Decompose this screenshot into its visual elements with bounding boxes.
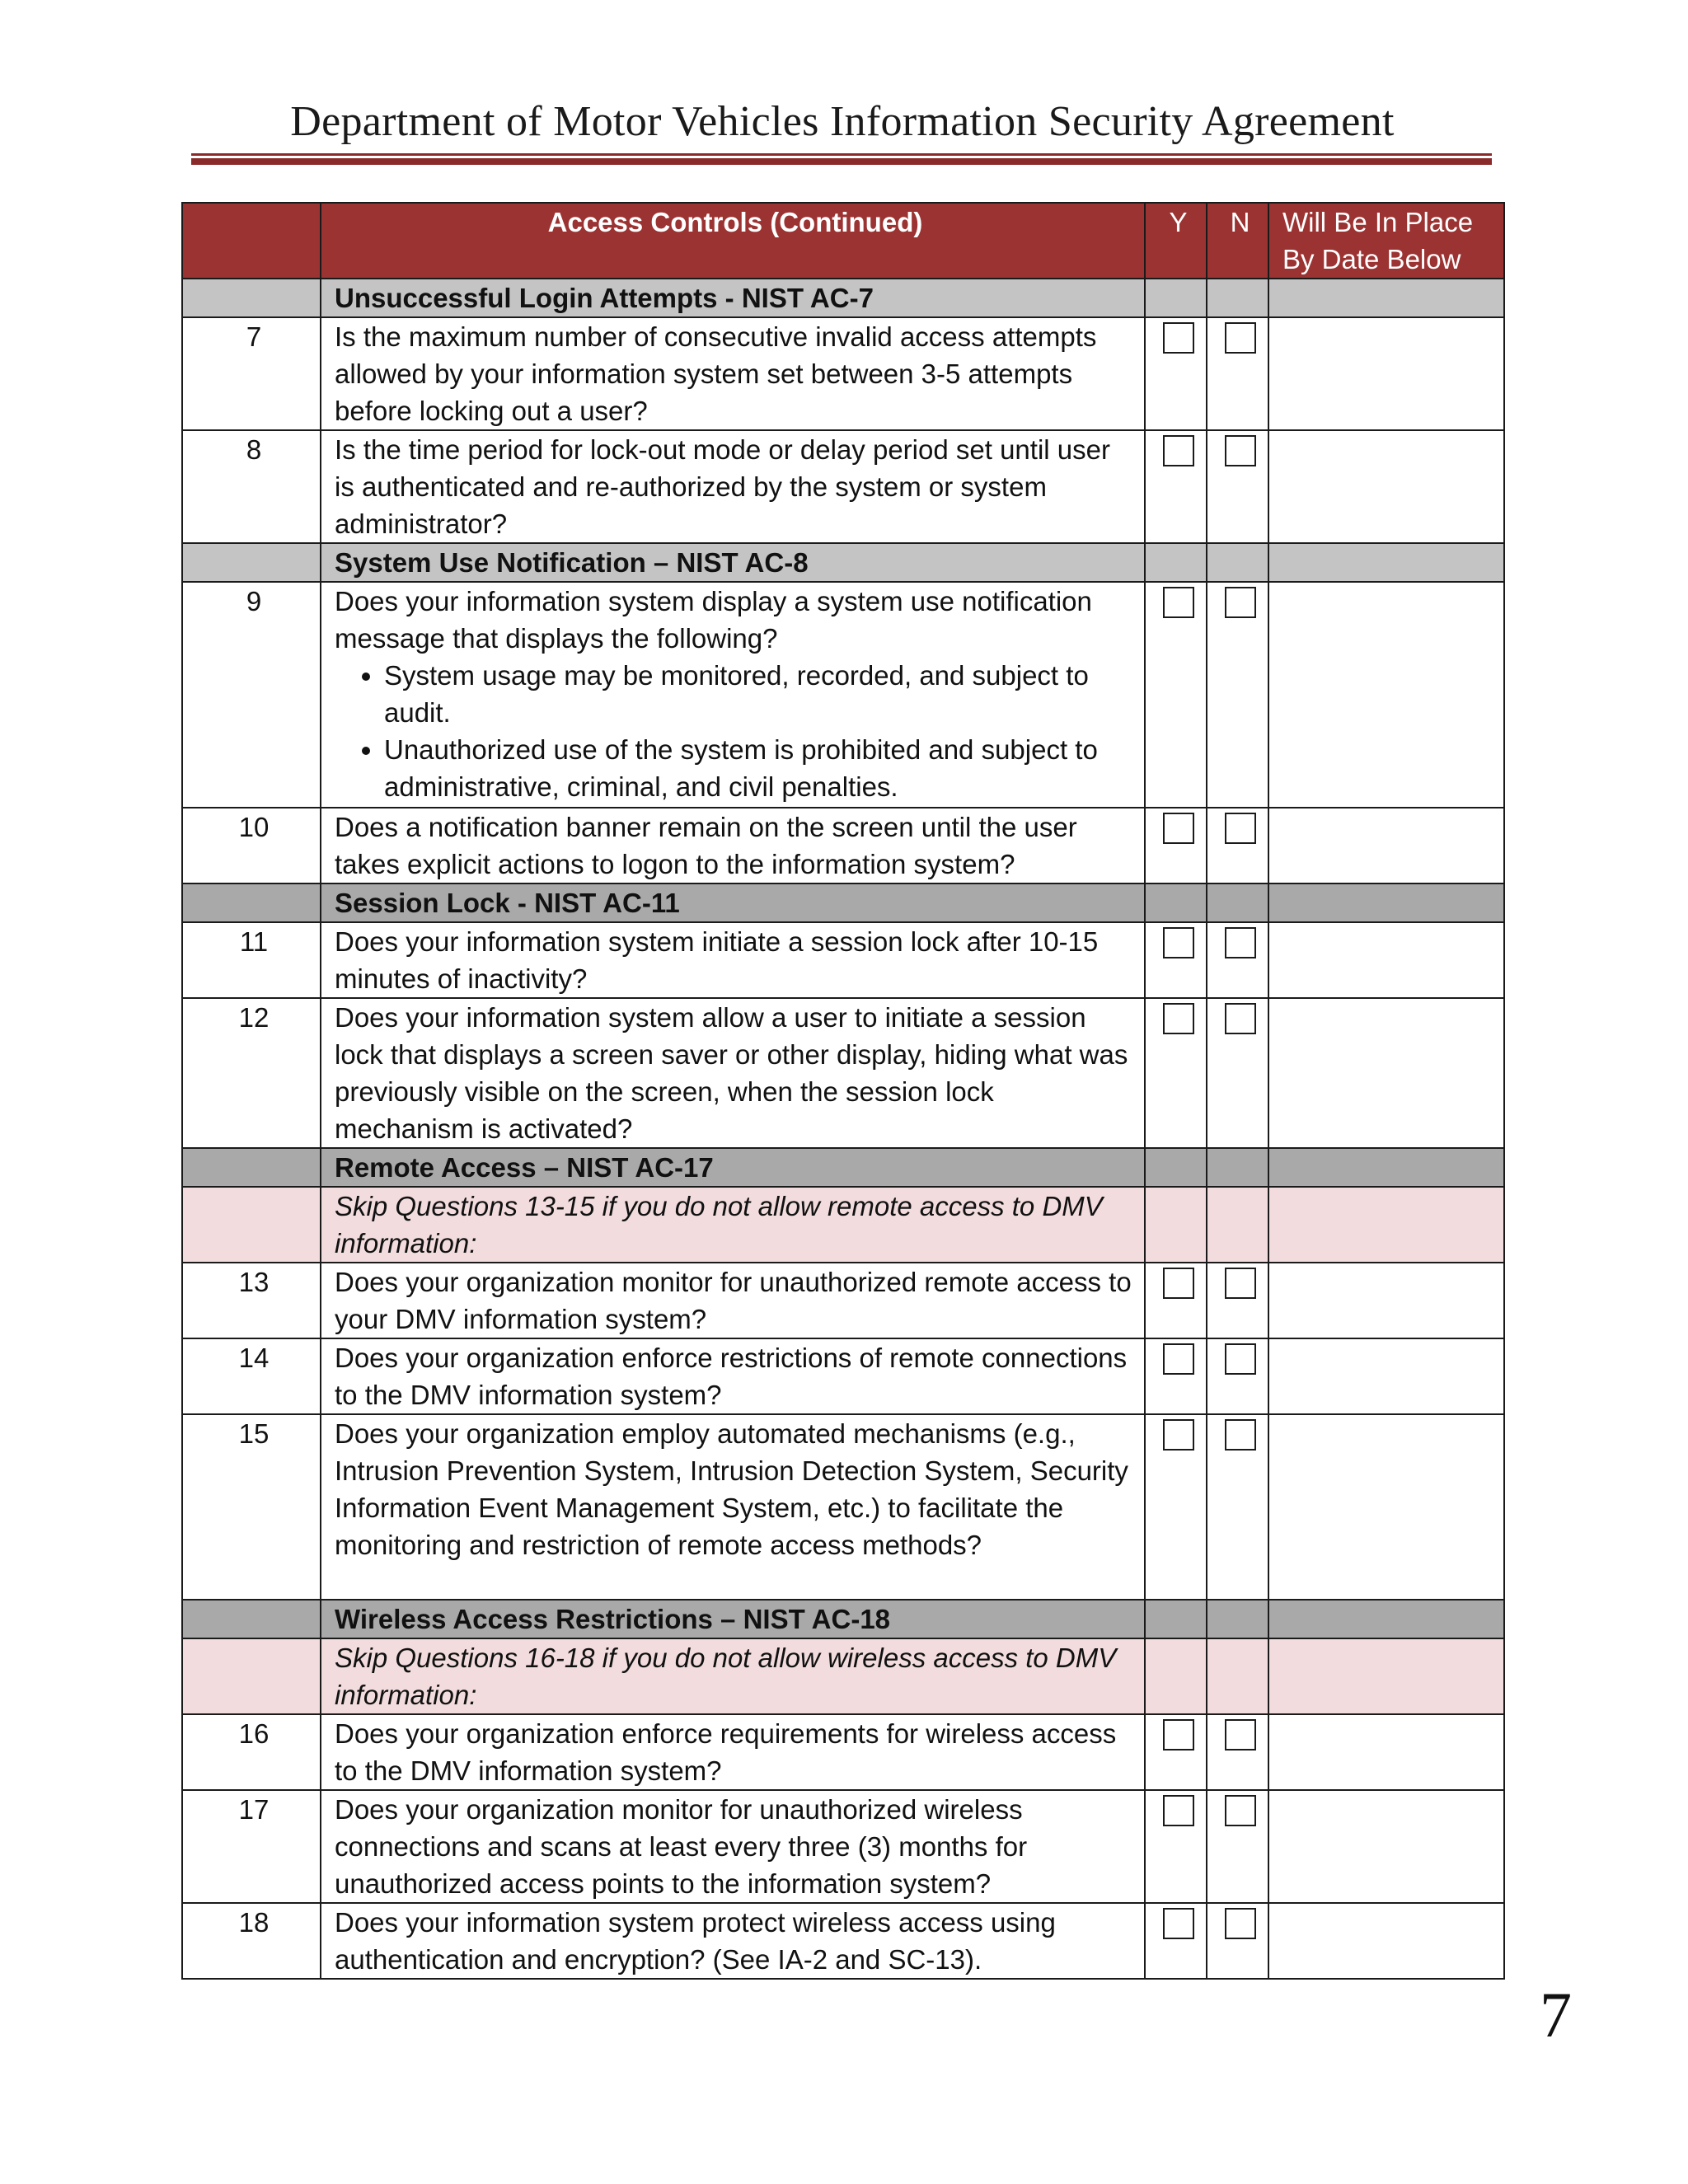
header-title: Access Controls (Continued) — [321, 203, 1145, 279]
question-number: 13 — [182, 1263, 321, 1338]
skip-note-row — [182, 1638, 1504, 1714]
yes-checkbox[interactable] — [1163, 927, 1194, 958]
yes-checkbox[interactable] — [1163, 435, 1194, 466]
date-field[interactable] — [1268, 1790, 1504, 1903]
date-field[interactable] — [1268, 808, 1504, 883]
question-number: 7 — [182, 317, 321, 430]
no-checkbox[interactable] — [1225, 435, 1256, 466]
yes-checkbox[interactable] — [1163, 1003, 1194, 1034]
question-number: 11 — [182, 922, 321, 998]
section-title: Unsuccessful Login Attempts - NIST AC-7 — [321, 279, 1145, 317]
question-number: 15 — [182, 1414, 321, 1600]
question-text: Does your information system display a system use notification message that displays the following? — [335, 586, 1092, 654]
yes-checkbox[interactable] — [1163, 1719, 1194, 1750]
header-date-line2: By Date Below — [1282, 244, 1461, 274]
table-row — [182, 1338, 1504, 1414]
no-checkbox[interactable] — [1225, 587, 1256, 618]
no-checkbox[interactable] — [1225, 1268, 1256, 1299]
skip-note-row — [182, 1187, 1504, 1263]
yes-checkbox[interactable] — [1163, 322, 1194, 354]
question-cell — [321, 582, 1145, 808]
no-checkbox[interactable] — [1225, 1003, 1256, 1034]
section-row — [182, 883, 1504, 922]
table-row — [182, 1903, 1504, 1979]
question-text: Does your organization employ automated mechanisms (e.g., Intrusion Prevention System, Intrusion Detection System, Security Information Event Management System, etc.) to facilitate the monitoring and restriction of remote access methods? — [321, 1414, 1145, 1600]
yes-checkbox[interactable] — [1163, 1343, 1194, 1375]
yes-checkbox[interactable] — [1163, 587, 1194, 618]
title-rule-thin — [191, 153, 1492, 156]
date-field[interactable] — [1268, 430, 1504, 543]
question-text: Does a notification banner remain on the screen until the user takes explicit actions to logon to the information system? — [321, 808, 1145, 883]
question-text: Does your information system allow a user to initiate a session lock that displays a screen saver or other display, hiding what was previously visible on the screen, when the session lock mechanism is activated? — [321, 998, 1145, 1148]
title-rule-thick — [191, 158, 1492, 165]
no-checkbox[interactable] — [1225, 1719, 1256, 1750]
date-field[interactable] — [1268, 1714, 1504, 1790]
question-number: 9 — [182, 582, 321, 808]
table-row — [182, 998, 1504, 1148]
no-checkbox[interactable] — [1225, 1419, 1256, 1451]
question-number: 17 — [182, 1790, 321, 1903]
bullet-item: • System usage may be monitored, recorded, and subject to audit. — [384, 657, 1136, 731]
header-date-line1: Will Be In Place — [1282, 207, 1474, 237]
section-row — [182, 1600, 1504, 1638]
skip-note: Skip Questions 13-15 if you do not allow remote access to DMV information: — [321, 1187, 1145, 1263]
date-field[interactable] — [1268, 1338, 1504, 1414]
yes-checkbox[interactable] — [1163, 1419, 1194, 1451]
yes-checkbox[interactable] — [1163, 813, 1194, 844]
table-row — [182, 1790, 1504, 1903]
question-text: Is the time period for lock-out mode or delay period set until user is authenticated and re-authorized by the system or system administrator? — [321, 430, 1145, 543]
section-title: Session Lock - NIST AC-11 — [321, 883, 1145, 922]
access-controls-table — [181, 202, 1505, 1980]
page-number: 7 — [1540, 1979, 1572, 2050]
skip-note: Skip Questions 16-18 if you do not allow wireless access to DMV information: — [321, 1638, 1145, 1714]
date-field[interactable] — [1268, 317, 1504, 430]
question-text: Does your organization monitor for unauthorized wireless connections and scans at least every three (3) months for unauthorized access points to the information system? — [321, 1790, 1145, 1903]
yes-checkbox[interactable] — [1163, 1268, 1194, 1299]
question-text: Does your information system initiate a session lock after 10-15 minutes of inactivity? — [321, 922, 1145, 998]
section-row — [182, 543, 1504, 582]
section-row — [182, 279, 1504, 317]
header-date — [1268, 203, 1504, 279]
header-no: N — [1207, 203, 1268, 279]
date-field[interactable] — [1268, 1263, 1504, 1338]
question-text: Does your organization monitor for unauthorized remote access to your DMV information system? — [321, 1263, 1145, 1338]
table-header-row — [182, 203, 1504, 279]
no-checkbox[interactable] — [1225, 1908, 1256, 1939]
no-checkbox[interactable] — [1225, 813, 1256, 844]
no-checkbox[interactable] — [1225, 322, 1256, 354]
question-text: Does your information system protect wireless access using authentication and encryption? (See IA-2 and SC-13). — [321, 1903, 1145, 1979]
table-row — [182, 808, 1504, 883]
header-number-cell — [182, 203, 321, 279]
section-title: Wireless Access Restrictions – NIST AC-18 — [321, 1600, 1145, 1638]
date-field[interactable] — [1268, 1903, 1504, 1979]
question-text: Is the maximum number of consecutive invalid access attempts allowed by your information system set between 3-5 attempts before locking out a user? — [321, 317, 1145, 430]
question-number: 18 — [182, 1903, 321, 1979]
question-number: 8 — [182, 430, 321, 543]
question-number: 14 — [182, 1338, 321, 1414]
section-row — [182, 1148, 1504, 1187]
section-title: Remote Access – NIST AC-17 — [321, 1148, 1145, 1187]
question-number: 12 — [182, 998, 321, 1148]
yes-checkbox[interactable] — [1163, 1908, 1194, 1939]
no-checkbox[interactable] — [1225, 1795, 1256, 1826]
table-row — [182, 582, 1504, 808]
date-field[interactable] — [1268, 922, 1504, 998]
section-title: System Use Notification – NIST AC-8 — [321, 543, 1145, 582]
yes-checkbox[interactable] — [1163, 1795, 1194, 1826]
date-field[interactable] — [1268, 998, 1504, 1148]
header-yes: Y — [1145, 203, 1207, 279]
question-number: 16 — [182, 1714, 321, 1790]
question-text: Does your organization enforce restrictions of remote connections to the DMV information system? — [321, 1338, 1145, 1414]
question-text: Does your organization enforce requirements for wireless access to the DMV information system? — [321, 1714, 1145, 1790]
date-field[interactable] — [1268, 582, 1504, 808]
table-row — [182, 1263, 1504, 1338]
no-checkbox[interactable] — [1225, 1343, 1256, 1375]
date-field[interactable] — [1268, 1414, 1504, 1600]
bullet-item: • Unauthorized use of the system is prohibited and subject to administrative, criminal, and civil penalties. — [384, 731, 1136, 805]
table-row — [182, 1714, 1504, 1790]
table-row — [182, 922, 1504, 998]
table-row — [182, 317, 1504, 430]
document-title: Department of Motor Vehicles Information Security Agreement — [290, 98, 1395, 145]
table-row — [182, 430, 1504, 543]
no-checkbox[interactable] — [1225, 927, 1256, 958]
question-number: 10 — [182, 808, 321, 883]
table-row — [182, 1414, 1504, 1600]
